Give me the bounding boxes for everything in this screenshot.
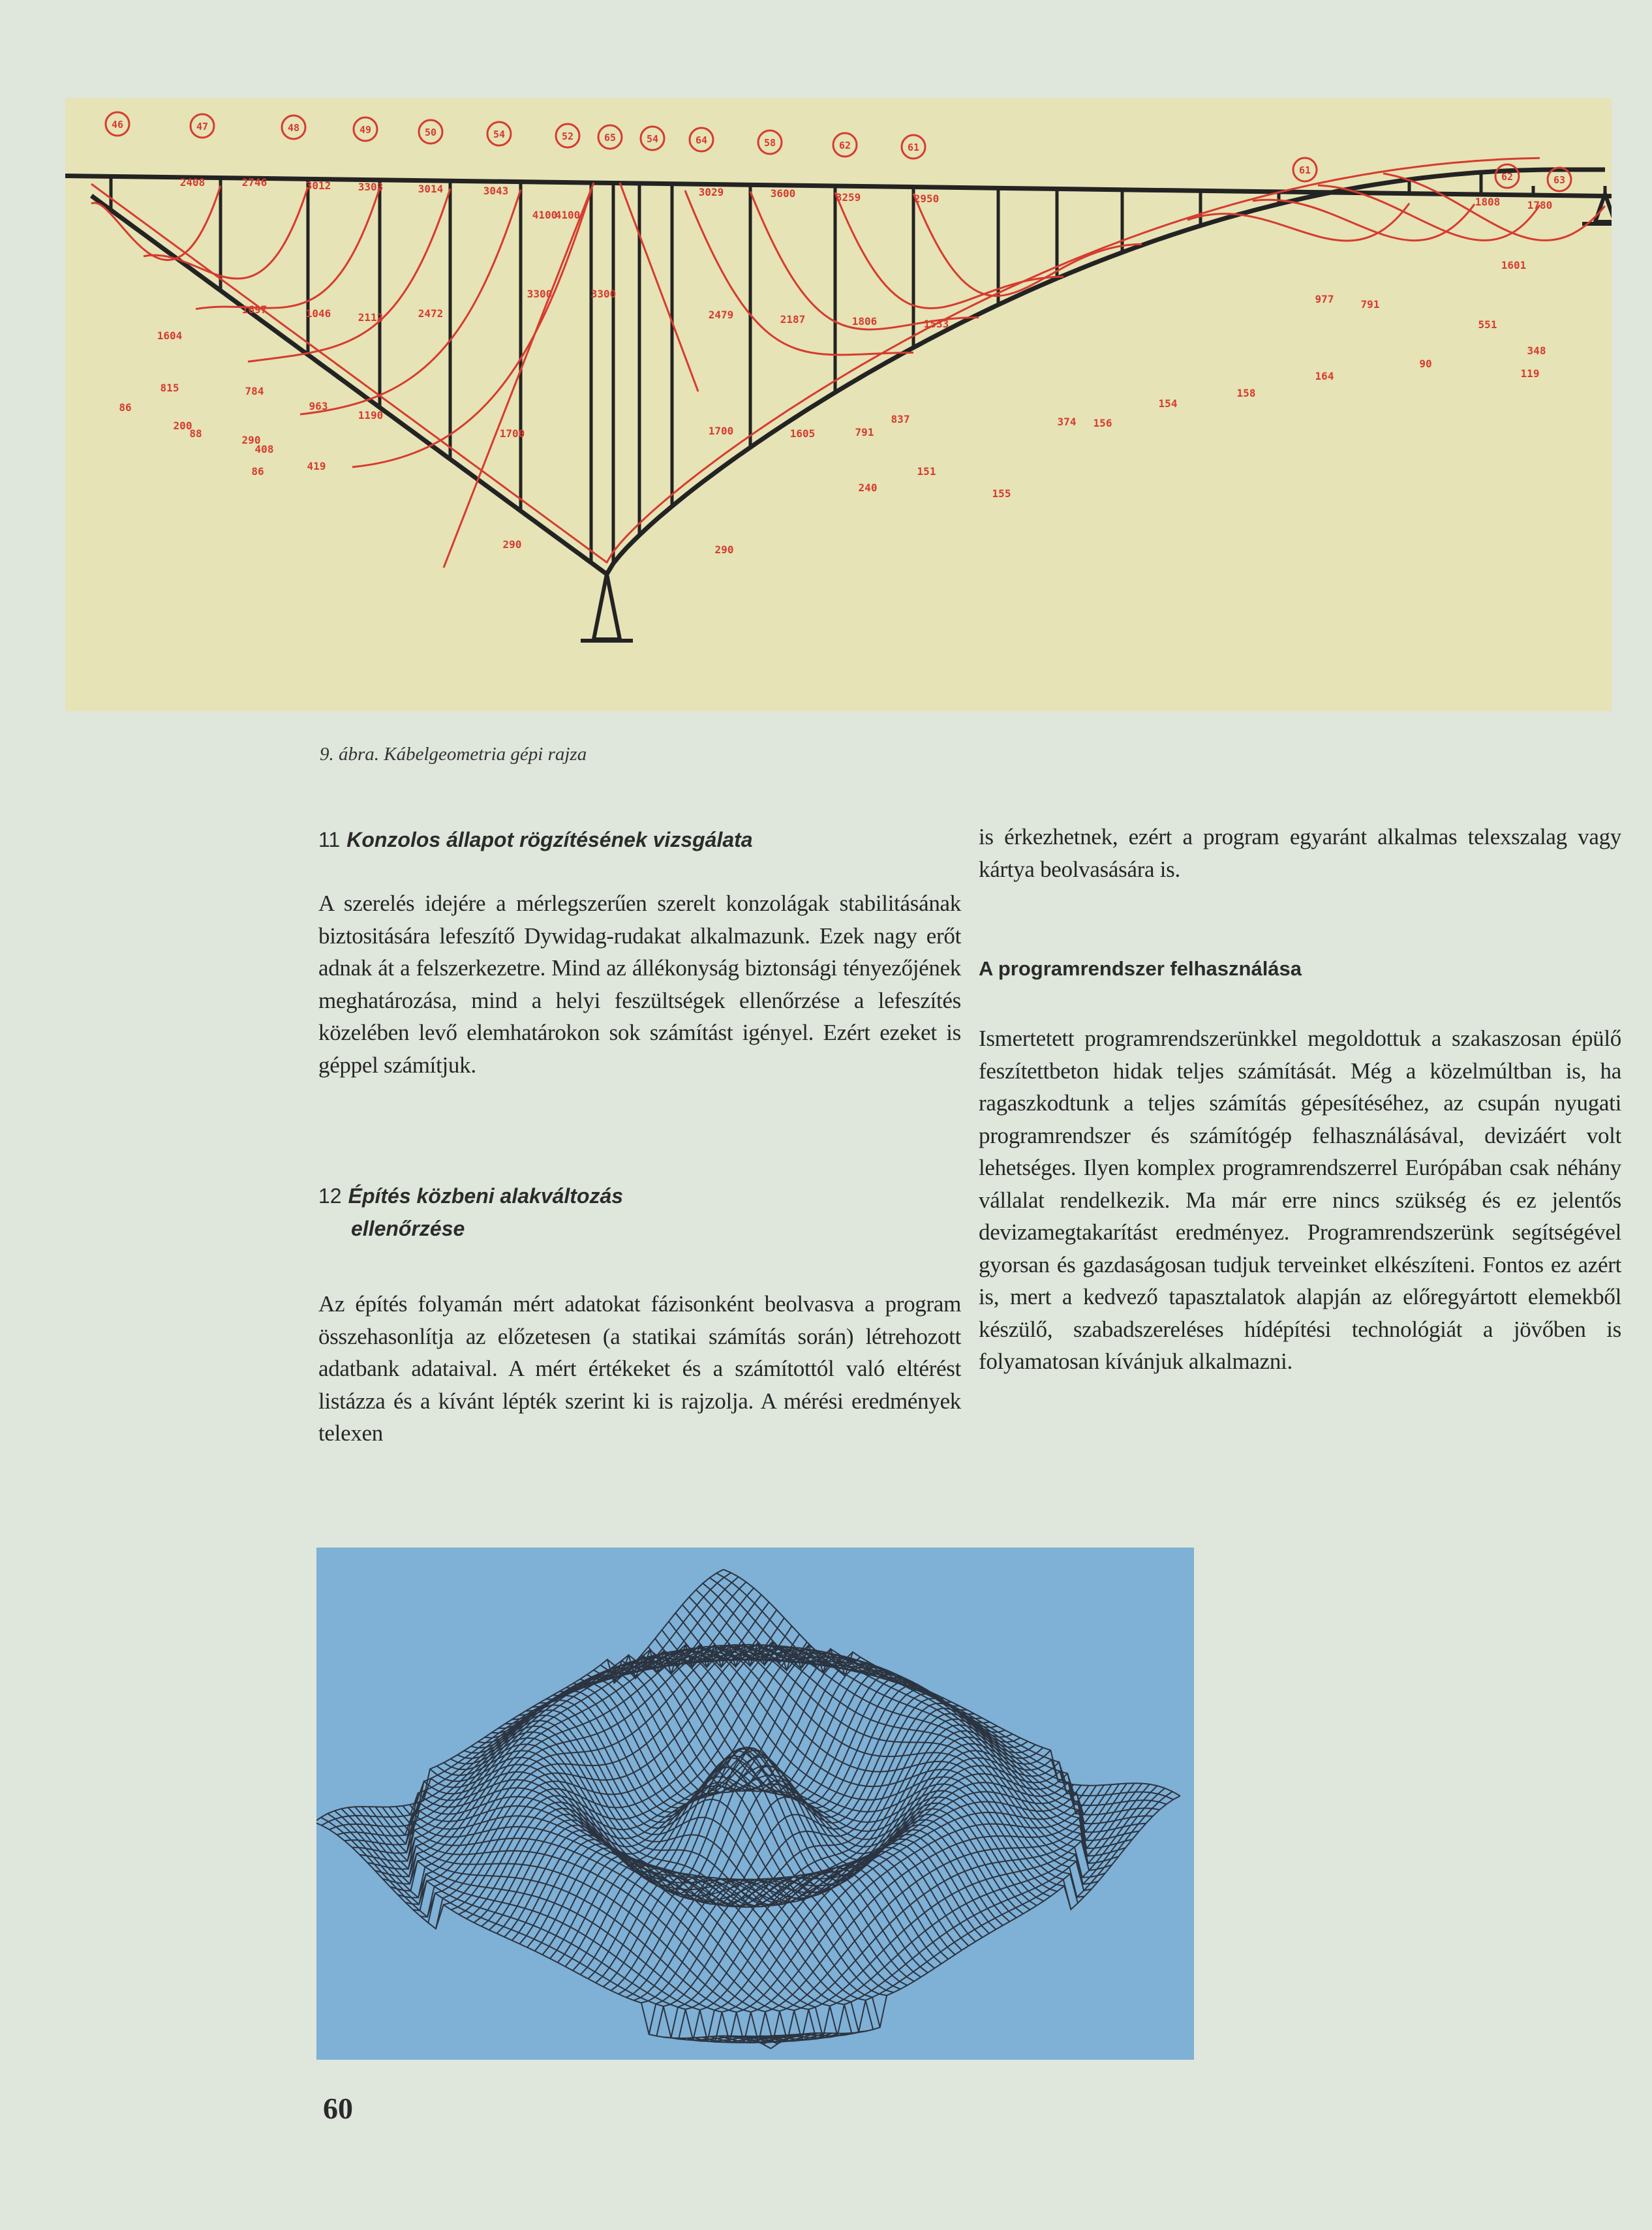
mid-value-label: 2479 [708,309,734,321]
mid-value-label: 348 [1527,344,1546,357]
cable-curve [300,190,521,414]
usage-heading: A programrendszer felhasználása [979,957,1302,980]
bottom-value-label: 158 [1236,387,1256,399]
low-value-label: 164 [1315,370,1334,382]
low-value-label: 290 [714,543,734,556]
top-value-label: 3259 [835,191,861,204]
section-12-heading [318,1180,961,1245]
top-value-label: 3303 [358,181,384,193]
mid-value-label: 1533 [923,318,949,330]
low-value-label: 240 [858,481,878,494]
right-column [979,821,1621,1378]
low-value-label: 119 [1520,367,1540,380]
top-value-label: 2950 [913,192,940,205]
mid-value-label: 1806 [851,315,878,328]
bottom-value-label: 290 [241,434,261,446]
node-label: 54 [646,133,659,145]
section-12-body: Az építés folyamán mért adatokat fázisonként beolvasva a program összehasonlítja az előzetesen (a statikai számítás során) létrehozott adatbank adataival. A mért értékeket és a számítottól való eltérést listázza és a kívánt lépték szerint ki is rajzolja. A mérési eredmények telexen [318,1291,961,1446]
node-label: 47 [196,121,209,132]
mid-value-label: 1601 [1501,259,1527,271]
bottom-value-label: 90 [1419,358,1432,370]
node-label: 62 [838,140,851,151]
mesh-line-v [716,1573,1173,1799]
figure-caption: 9. ábra. Kábelgeometria gépi rajza [320,744,587,765]
bridge-drawing [65,98,1612,711]
cable-curve [1187,204,1409,241]
node-label: 48 [287,122,300,134]
low-value-label: 374 [1057,416,1077,428]
mesh-line-u [741,1784,1150,2041]
mid-value-label: 2112 [358,311,384,324]
low-value-label: 815 [160,382,179,394]
low-value-label: 963 [309,400,328,412]
top-value-label: 4100 [555,209,581,221]
node-label: 64 [695,134,708,146]
mesh-line-v [724,1570,1180,1796]
section-11-body: A szerelés idejére a mérlegszerűen szerelt konzolágak stabilitásának biztositására lefeszítő Dywidag-rudakat alkalmazunk. Ezek nagy erőt adnak át a felszerkezetre. Mind az állékonyság biztonsági tényezőjének meghatározása, mind a helyi feszültségek ellenőrzése a lefeszítés közelében levő elemhatárokon sok számítást igényel. Ezért ezeket is géppel számítjuk. [318,891,961,1078]
top-value-label: 1780 [1527,199,1553,211]
low-value-label: 290 [502,538,522,551]
mesh-line-v [682,1605,1139,1841]
low-value-label: 1605 [789,427,816,440]
top-value-label: 3014 [418,183,444,195]
bottom-value-label: 154 [1158,397,1178,410]
section-title: Konzolos állapot rögzítésének vizsgálata [346,828,753,851]
top-value-label: 2746 [241,176,268,189]
mid-value-label: 2472 [418,307,444,320]
top-value-label: 3600 [770,187,796,200]
node-label: 46 [111,119,124,130]
cable-curve [1253,200,1475,240]
cable-geometry-figure [65,98,1612,711]
bottom-value-label: 408 [254,443,274,455]
bottom-value-label: 156 [1093,417,1112,429]
usage-body: Ismertetett programrendszerünkkel megoldottuk a szakaszosan épülő feszítettbeton hidak teljes számítását. Még a közelmúltban is, ha ragaszkodtunk a teljes számítás gépesítéséhez, az csupán nyugati programrendszer és számítógép felhasználásával, devizáért volt lehetséges. Ilyen komplex programrendszerrel Európában csak néhány vállalat rendelkezik. Ma már erre nincs szükség és ez jelentős devizamegtakarítást eredményez. Programrendszerünk segítségével gyorsan és gazdaságosan tudjuk terveinket elkészíteni. Fontos ez azért is, mert a kedvező tapasztalatok alapján az előregyártott elemekből készülő, szabadszereléses hídépítési technológiát a jövőben is folyamatosan kívánjuk alkalmazni. [979,1026,1621,1374]
cable-curve [144,187,308,279]
mesh-line-u [626,1731,1035,1997]
top-value-label: 3012 [305,179,331,192]
mid-value-label: 2187 [780,313,806,326]
top-value-label: 3029 [698,186,724,198]
bottom-value-label: 419 [307,460,326,472]
section-11 [318,823,961,1081]
node-label: 63 [1553,174,1566,186]
node-label: 65 [604,132,617,144]
section-title-line1: Építés közbeni alakváltozás [348,1184,624,1208]
low-value-label: 784 [245,385,264,397]
mesh-line-v [328,1814,784,2041]
cable-curve [750,191,979,329]
section-title-line2: ellenőrzése [351,1217,465,1240]
pier-support-icon [594,574,620,639]
mid-value-label: 3300 [527,288,553,300]
bottom-value-label: 86 [119,401,132,414]
top-value-label: 3043 [483,185,509,197]
bottom-value-label: 88 [189,427,202,440]
low-value-label: 837 [891,413,910,425]
mid-value-label: 1697 [241,303,268,316]
top-value-label: 1808 [1475,196,1501,208]
mid-value-label: 551 [1478,318,1497,331]
page-number: 60 [323,2092,353,2125]
node-label: 54 [493,129,506,140]
node-label: 52 [561,130,574,142]
node-label: 58 [763,137,776,149]
node-label: 49 [359,124,372,136]
mesh-surface-figure [316,1548,1194,2060]
bottom-value-label: 86 [251,465,264,478]
cable-curve [352,191,591,467]
section-11-heading [318,823,961,856]
mid-value-label: 3300 [590,288,617,300]
low-value-label: 1700 [708,425,734,437]
low-value-label: 1700 [499,427,525,440]
section-12 [318,1180,961,1450]
continuation-paragraph: is érkezhetnek, ezért a program egyaránt alkalmas telexszalag vagy kártya beolvasására is. [979,824,1621,882]
node-label: 50 [424,127,437,138]
cable-curve [685,191,913,355]
low-value-label: 151 [917,465,936,478]
top-value-label: 4100 [532,209,558,221]
mid-value-label: 1604 [157,329,183,342]
section-number: 12 [318,1184,342,1208]
mesh-line-v [485,1710,941,1964]
mid-value-label: 1046 [305,307,331,320]
bottom-value-label: 155 [992,487,1011,500]
node-label: 62 [1501,171,1514,183]
top-value-label: 2408 [179,176,206,189]
low-value-label: 1190 [358,409,384,421]
wireframe-surface [316,1548,1194,2060]
low-value-label: 791 [855,426,874,438]
mid-value-label: 977 [1315,293,1334,305]
bottom-value-label: 200 [173,420,192,432]
mesh-line-u [611,1719,1020,1991]
node-label: 61 [907,142,920,153]
node-label: 61 [1298,164,1311,176]
cable-curve [620,183,698,391]
mid-value-label: 791 [1360,298,1380,311]
section-number: 11 [318,828,341,851]
